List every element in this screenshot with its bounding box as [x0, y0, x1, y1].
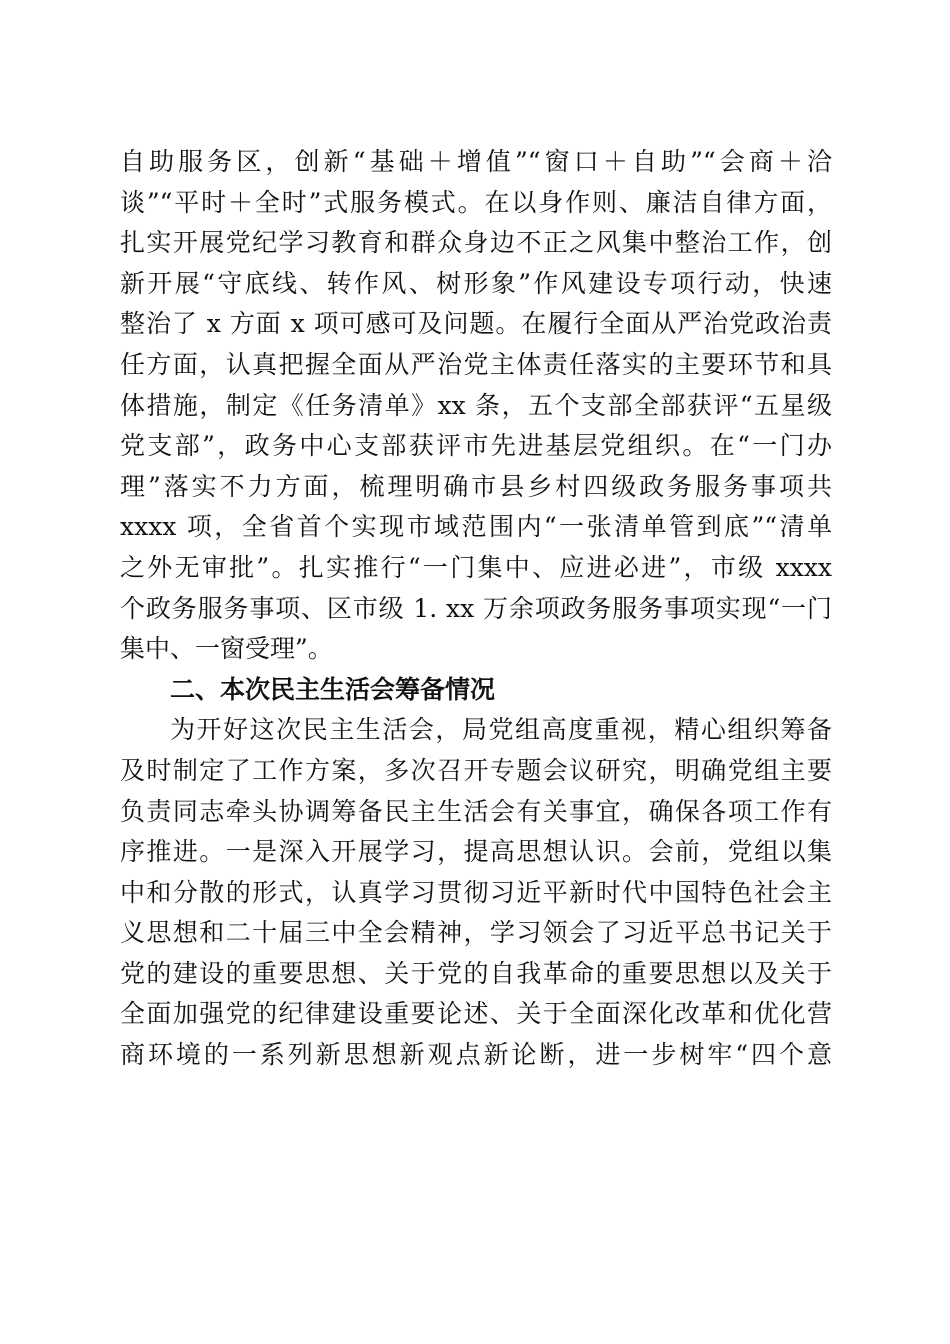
paragraph1-line-10: xxxx 项，全省首个实现市域范围内“一张清单管到底”“清单 — [120, 512, 832, 542]
paragraph2-line-8: 全面加强党的纪律建设重要论述、关于全面深化改革和优化营 — [120, 999, 832, 1029]
paragraph1-line-2: 谈”“平时＋全时”式服务模式。在以身作则、廉洁自律方面， — [120, 187, 832, 217]
paragraph2-line-1: 为开好这次民主生活会，局党组高度重视，精心组织筹备 — [170, 715, 832, 745]
paragraph1-line-11: 之外无审批”。扎实推行“一门集中、应进必进”，市级 xxxx — [120, 552, 832, 582]
paragraph2-line-6: 义思想和二十届三中全会精神，学习领会了习近平总书记关于 — [120, 918, 832, 948]
paragraph2-line-3: 负责同志牵头协调筹备民主生活会有关事宜，确保各项工作有 — [120, 796, 832, 826]
paragraph1-line-13: 集中、一窗受理”。 — [120, 634, 333, 664]
paragraph2-line-2: 及时制定了工作方案，多次召开专题会议研究，明确党组主要 — [120, 755, 832, 785]
paragraph1-line-5: 整治了 x 方面 x 项可感可及问题。在履行全面从严治党政治责 — [120, 309, 832, 339]
paragraph1-line-9: 理”落实不力方面，梳理明确市县乡村四级政务服务事项共 — [120, 471, 832, 501]
paragraph1-line-3: 扎实开展党纪学习教育和群众身边不正之风集中整治工作，创 — [120, 228, 832, 258]
paragraph1-line-7: 体措施，制定《任务清单》xx 条，五个支部全部获评“五星级 — [120, 390, 832, 420]
paragraph1-line-6: 任方面，认真把握全面从严治党主体责任落实的主要环节和具 — [120, 349, 832, 379]
paragraph2-line-4: 序推进。一是深入开展学习，提高思想认识。会前，党组以集 — [120, 837, 832, 867]
document-body — [120, 142, 832, 1076]
paragraph1-line-4: 新开展“守底线、转作风、树形象”作风建设专项行动，快速 — [120, 268, 832, 298]
paragraph2-line-9: 商环境的一系列新思想新观点新论断，进一步树牢“四个意 — [120, 1040, 832, 1070]
paragraph1-line-1: 自助服务区，创新“基础＋增值”“窗口＋自助”“会商＋洽 — [120, 147, 832, 176]
paragraph2-line-5: 中和分散的形式，认真学习贯彻习近平新时代中国特色社会主 — [120, 877, 832, 907]
paragraph1-line-12: 个政务服务事项、区市级 1. xx 万余项政务服务事项实现“一门 — [120, 593, 832, 623]
paragraph2-line-7: 党的建设的重要思想、关于党的自我革命的重要思想以及关于 — [120, 958, 832, 988]
paragraph1-line-8: 党支部”，政务中心支部获评市先进基层党组织。在“一门办 — [120, 431, 832, 461]
section-heading: 二、本次民主生活会筹备情况 — [170, 674, 496, 704]
